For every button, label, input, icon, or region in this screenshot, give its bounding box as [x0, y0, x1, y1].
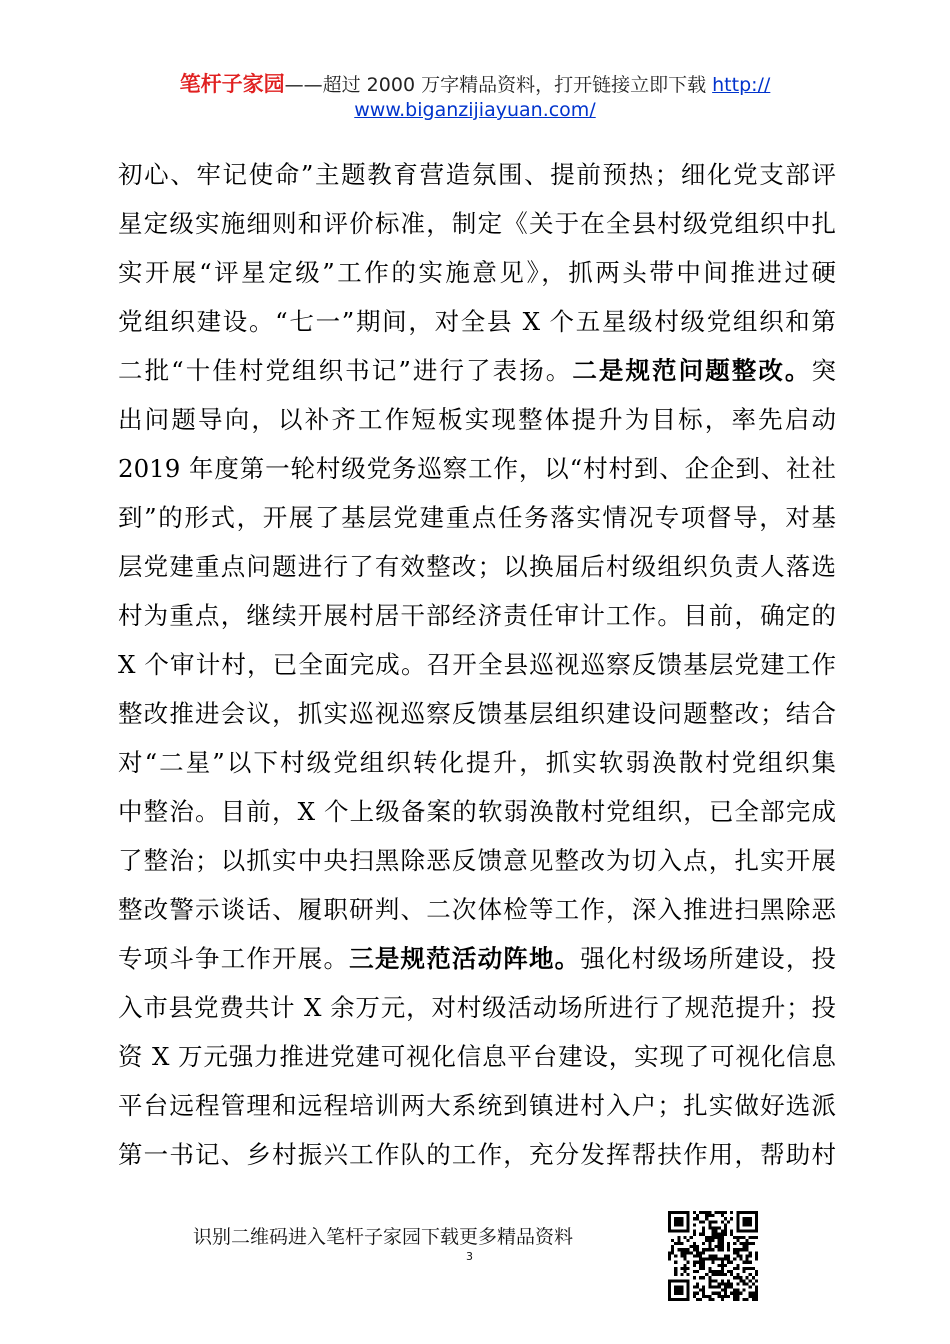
bold-heading: 二是规范问题整改。	[572, 356, 812, 385]
text-segment: 第一书记、乡村振兴工作队的工作，充分发挥帮扶作用，帮助村	[118, 1140, 836, 1169]
text-segment: 平台远程管理和远程培训两大系统到镇进村入户；扎实做好选派	[118, 1091, 836, 1120]
text-segment: 星定级实施细则和评价标准，制定《关于在全县村级党组织中扎	[118, 209, 836, 238]
page-header	[0, 72, 950, 123]
text-line	[118, 934, 836, 983]
header-tagline: ——超过 2000 万字精品资料，打开链接立即下载	[284, 74, 713, 96]
text-line	[118, 1032, 836, 1081]
text-line	[118, 885, 836, 934]
text-line	[118, 640, 836, 689]
text-segment: 强化村级场所建设，投	[580, 944, 837, 973]
header-line-2	[0, 98, 950, 123]
text-line	[118, 1130, 836, 1179]
brand-name: 笔杆子家园	[179, 72, 285, 96]
text-segment: 到”的形式，开展了基层党建重点任务落实情况专项督导，对基	[118, 503, 836, 532]
text-line	[118, 150, 836, 199]
footer-text: 识别二维码进入笔杆子家园下载更多精品资料	[193, 1226, 574, 1248]
text-line	[118, 591, 836, 640]
text-line	[118, 199, 836, 248]
text-segment: 整改警示谈话、履职研判、二次体检等工作，深入推进扫黑除恶	[118, 895, 836, 924]
header-line-1	[0, 72, 950, 98]
text-line	[118, 787, 836, 836]
text-segment: 整改推进会议，抓实巡视巡察反馈基层组织建设问题整改；结合	[118, 699, 836, 728]
text-segment: 初心、牢记使命”主题教育营造氛围、提前预热；细化党支部评	[118, 160, 836, 189]
bold-heading: 三是规范活动阵地。	[349, 944, 581, 973]
text-line	[118, 738, 836, 787]
text-segment: 党组织建设。“七一”期间，对全县 X 个五星级村级党组织和第	[118, 307, 836, 336]
text-segment: 村为重点，继续开展村居干部经济责任审计工作。目前，确定的	[118, 601, 836, 630]
text-line	[118, 983, 836, 1032]
text-segment: 2019 年度第一轮村级党务巡察工作，以“村村到、企企到、社社	[118, 454, 836, 483]
text-line	[118, 836, 836, 885]
text-segment: 对“二星”以下村级党组织转化提升，抓实软弱涣散村党组织集	[118, 748, 836, 777]
text-line	[118, 689, 836, 738]
text-segment: 专项斗争工作开展。	[118, 944, 350, 973]
document-body	[118, 150, 836, 1179]
text-line	[118, 248, 836, 297]
text-segment: 二批“十佳村党组织书记”进行了表扬。	[118, 356, 573, 385]
text-segment: 资 X 万元强力推进党建可视化信息平台建设，实现了可视化信息	[118, 1042, 836, 1071]
text-line	[118, 444, 836, 493]
text-line	[118, 493, 836, 542]
text-line	[118, 346, 836, 395]
download-link-url[interactable]: www.biganzijiayuan.com/	[354, 99, 596, 121]
text-line	[118, 542, 836, 591]
text-segment: 了整治；以抓实中央扫黑除恶反馈意见整改为切入点，扎实开展	[118, 846, 836, 875]
text-segment: 层党建重点问题进行了有效整改；以换届后村级组织负责人落选	[118, 552, 836, 581]
text-segment: X 个审计村，已全面完成。召开全县巡视巡察反馈基层党建工作	[118, 650, 836, 679]
download-link-start[interactable]: http://	[712, 74, 771, 96]
qr-code-icon[interactable]	[668, 1211, 758, 1301]
text-segment: 突	[811, 356, 836, 385]
text-line	[118, 395, 836, 444]
text-segment: 中整治。目前，X 个上级备案的软弱涣散村党组织，已全部完成	[118, 797, 836, 826]
text-line	[118, 1081, 836, 1130]
text-line	[118, 297, 836, 346]
text-segment: 出问题导向，以补齐工作短板实现整体提升为目标，率先启动	[118, 405, 836, 434]
text-segment: 实开展“评星定级”工作的实施意见》，抓两头带中间推进过硬	[118, 258, 836, 287]
text-segment: 入市县党费共计 X 余万元，对村级活动场所进行了规范提升；投	[118, 993, 836, 1022]
page-number: 3	[466, 1250, 473, 1263]
